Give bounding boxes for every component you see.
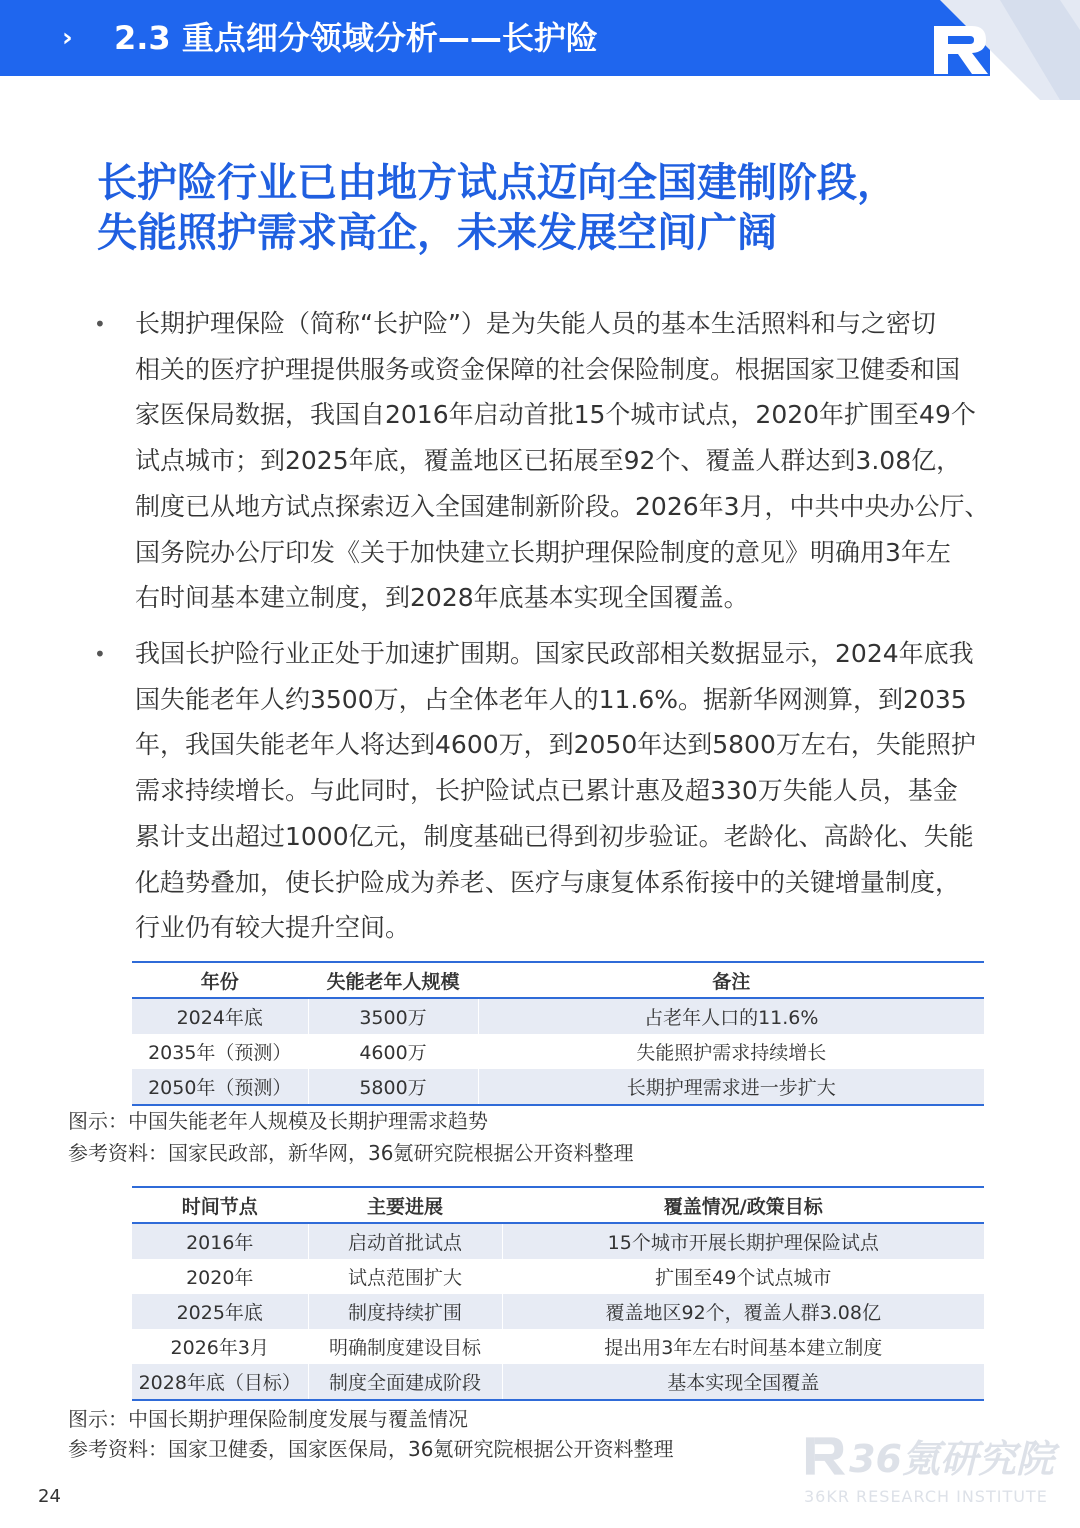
ltc-insurance-timeline-table (132, 1186, 984, 1401)
paragraph-line: 化趋势叠加，使长护险成为养老、医疗与康复体系衔接中的关键增量制度， (135, 867, 961, 897)
table-cell: 3500万 (308, 998, 478, 1034)
table-cell: 明确制度建设目标 (308, 1329, 502, 1364)
paragraph-line: 试点城市；到2025年底，覆盖地区已拓展至92个、覆盖人群达到3.08亿， (135, 446, 962, 476)
table-cell: 占老年人口的11.6% (478, 998, 984, 1034)
table-cell: 试点范围扩大 (308, 1259, 502, 1294)
table-header-cell: 年份 (132, 962, 308, 998)
paragraph-line: 累计支出超过1000亿元，制度基础已得到初步验证。老龄化、高龄化、失能 (135, 821, 974, 851)
table-cell: 制度全面建成阶段 (308, 1364, 502, 1400)
paragraph-line: 相关的医疗护理提供服务或资金保障的社会保险制度。根据国家卫健委和国 (135, 354, 961, 384)
table-cell: 基本实现全国覆盖 (502, 1364, 984, 1400)
paragraph-line: 长期护理保险（简称“长护险”）是为失能人员的基本生活照料和与之密切 (135, 309, 936, 338)
paragraph-line: 行业仍有较大提升空间。 (135, 913, 411, 943)
table-header-row (132, 1187, 984, 1223)
table-header-row (132, 962, 984, 998)
main-title-line: 长护险行业已由地方试点迈向全国建制阶段， (97, 160, 897, 206)
table-row (132, 1223, 984, 1259)
paragraph-line: 我国长护险行业正处于加速扩围期。国家民政部相关数据显示，2024年底我 (135, 639, 974, 668)
paragraph-line: 需求持续增长。与此同时，长护险试点已累计惠及超330万失能人员，基金 (135, 776, 958, 806)
table-cell: 2028年底（目标） (132, 1364, 308, 1400)
table-cell: 15个城市开展长期护理保险试点 (502, 1223, 984, 1259)
table-cell: 失能照护需求持续增长 (478, 1034, 984, 1069)
paragraph-line: 年，我国失能老年人将达到4600万，到2050年达到5800万左右，失能照护 (135, 730, 976, 760)
paragraph-line: 右时间基本建立制度，到2028年底基本实现全国覆盖。 (135, 583, 749, 613)
corner-logo-decoration (0, 0, 1080, 100)
table-row (132, 1364, 984, 1400)
paragraph-line: 国务院办公厅印发《关于加快建立长期护理保险制度的意见》明确用3年左 (135, 537, 951, 567)
bullet-dot-icon: • (94, 312, 106, 336)
figure-source: 参考资料：国家民政部，新华网，36氪研究院根据公开资料整理 (68, 1141, 634, 1165)
table-cell: 5800万 (308, 1069, 478, 1105)
table-cell: 2050年（预测） (132, 1069, 308, 1105)
table-cell: 启动首批试点 (308, 1223, 502, 1259)
table-row (132, 1034, 984, 1069)
table-cell: 2024年底 (132, 998, 308, 1034)
paragraph-line: 家医保局数据，我国自2016年启动首批15个城市试点，2020年扩围至49个 (135, 400, 976, 430)
chevron-right-icon: › (62, 23, 73, 53)
table-header-cell: 主要进展 (308, 1187, 502, 1223)
table-header-cell: 备注 (478, 962, 984, 998)
table-header-cell: 覆盖情况/政策目标 (502, 1187, 984, 1223)
watermark-logo (804, 1428, 1054, 1506)
section-title: 2.3 重点细分领域分析——长护险 (114, 19, 598, 57)
page-number: 24 (38, 1486, 61, 1507)
table-row (132, 1329, 984, 1364)
elderly-disability-table (132, 961, 984, 1106)
table-row (132, 1294, 984, 1329)
table-cell: 长期护理需求进一步扩大 (478, 1069, 984, 1105)
bullet-paragraph (94, 631, 1006, 951)
figure-caption: 图示：中国长期护理保险制度发展与覆盖情况 (68, 1407, 468, 1431)
r-logo-icon (934, 26, 988, 74)
main-title (97, 158, 1017, 258)
table-cell: 扩围至49个试点城市 (502, 1259, 984, 1294)
paragraph-line: 制度已从地方试点探索迈入全国建制新阶段。2026年3月，中共中央办公厅、 (135, 491, 990, 521)
r-logo-icon (804, 1433, 849, 1479)
table-row (132, 1259, 984, 1294)
table-cell: 4600万 (308, 1034, 478, 1069)
table-cell: 2026年3月 (170, 1337, 269, 1359)
table-cell: 提出用3年左右时间基本建立制度 (502, 1329, 984, 1364)
table-cell: 2035年（预测） (148, 1042, 292, 1064)
table-cell: 2016年 (132, 1223, 308, 1259)
table-row (132, 1069, 984, 1105)
table-header-cell: 时间节点 (132, 1187, 308, 1223)
figure-caption: 图示：中国失能老年人规模及长期护理需求趋势 (68, 1109, 488, 1133)
table-cell: 2025年底 (132, 1294, 308, 1329)
table-cell: 2020年 (186, 1267, 254, 1289)
main-title-line: 失能照护需求高企，未来发展空间广阔 (97, 210, 777, 256)
figure-source: 参考资料：国家卫健委，国家医保局，36氪研究院根据公开资料整理 (68, 1437, 674, 1461)
watermark-name: 36氪研究院 (849, 1437, 1054, 1481)
bullet-paragraph (94, 301, 1006, 621)
paragraph-line: 国失能老年人约3500万，占全体老年人的11.6%。据新华网测算，到2035 (135, 684, 967, 714)
table-row (132, 998, 984, 1034)
bullet-dot-icon: • (94, 642, 106, 666)
table-header-cell: 失能老年人规模 (308, 962, 478, 998)
table-cell: 制度持续扩围 (308, 1294, 502, 1329)
table-cell: 覆盖地区92个，覆盖人群3.08亿 (502, 1294, 984, 1329)
watermark-subtitle: 36KR RESEARCH INSTITUTE (804, 1487, 1048, 1506)
